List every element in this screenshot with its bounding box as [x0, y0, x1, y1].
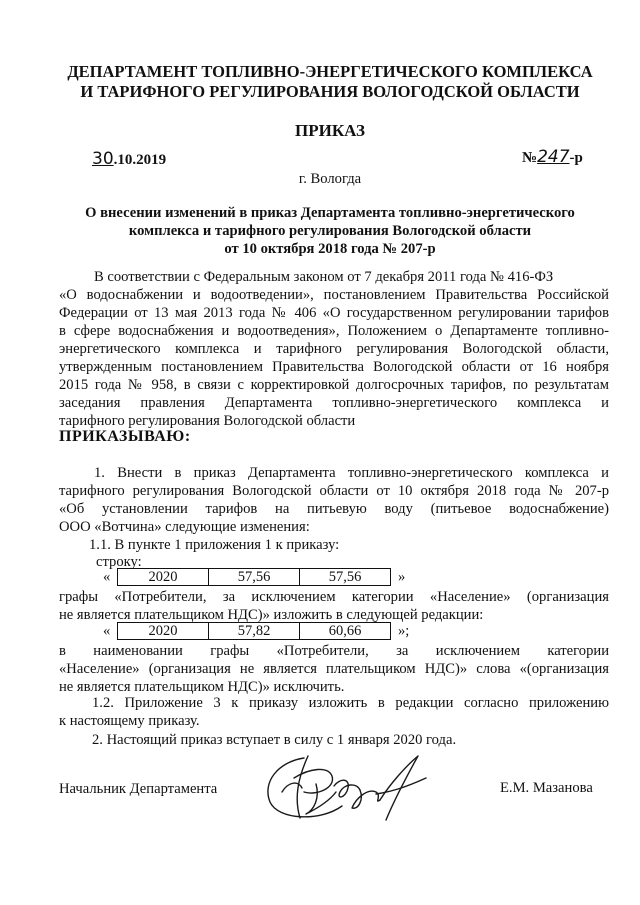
item1-line: «Об установлении тарифов на питьевую воду (питьевое водоснабжение)	[59, 501, 609, 517]
department-name	[40, 62, 620, 102]
preamble-line: заседания правления Департамента топливно-энергетического комплекса и	[59, 395, 609, 411]
signatory-name: Е.М. Мазанова	[500, 780, 593, 796]
naming-text-line: в наименовании графы «Потребители, за исключением категории	[59, 643, 609, 659]
preamble-line: Федерации от 13 мая 2013 года № 406 «О государственном регулировании тарифов	[59, 305, 609, 321]
row-new-open-quote: «	[103, 623, 111, 639]
row-new-value2: 60,66	[300, 623, 391, 640]
handwritten-signature	[258, 748, 438, 828]
graph-text-line: не является плательщиком НДС)» изложить в следующей редакции:	[59, 607, 484, 623]
item2: 2. Настоящий приказ вступает в силу с 1 января 2020 года.	[92, 732, 457, 748]
preamble-line: утвержденным постановлением Правительства Вологодской области от 16 ноября	[59, 359, 609, 375]
item1-2-line: 1.2. Приложение 3 к приказу изложить в редакции согласно приложению	[92, 695, 609, 711]
row-old-value1: 57,56	[209, 569, 300, 586]
row-new-year: 2020	[118, 623, 209, 640]
number-prefix: №	[522, 150, 538, 166]
city: г. Вологда	[298, 171, 362, 187]
preamble-line: тарифного регулирования Вологодской области	[59, 413, 356, 429]
naming-text-line: не является плательщиком НДС)» исключить.	[59, 679, 345, 695]
preamble-line: В соответствии с Федеральным законом от 7 декабря 2011 года № 416-ФЗ	[94, 269, 554, 285]
preamble-line: «О водоснабжении и водоотведении», постановлением Правительства Российской	[59, 287, 609, 303]
item1-line: 1. Внести в приказ Департамента топливно-энергетического комплекса и	[94, 465, 609, 481]
row-label: строку:	[96, 554, 142, 570]
item1-2-line: к настоящему приказу.	[59, 713, 200, 729]
row-old-value2: 57,56	[300, 569, 391, 586]
row-old-open-quote: «	[103, 569, 111, 585]
item1-line: тарифного регулирования Вологодской области от 10 октября 2018 года № 207-р	[59, 483, 609, 499]
order-subject	[40, 204, 620, 258]
row-new-close-quote: »;	[398, 623, 410, 639]
naming-text-line: «Население» (организация не является плательщиком НДС)» слова «(организация	[59, 661, 609, 677]
number-handwritten: 247	[537, 147, 570, 167]
row-old-table	[117, 568, 391, 586]
number-suffix: -р	[569, 150, 583, 166]
document-type: ПРИКАЗ	[295, 121, 365, 140]
subject-line3: от 10 октября 2018 года № 207-р	[224, 241, 436, 257]
item1-1: 1.1. В пункте 1 приложения 1 к приказу:	[89, 537, 340, 553]
preamble-line: в сфере водоснабжения и водоотведения», Положением о Департаменте топливно-	[59, 323, 609, 339]
department-name-line1: ДЕПАРТАМЕНТ ТОПЛИВНО-ЭНЕРГЕТИЧЕСКОГО КОМПЛЕКСА	[67, 62, 593, 81]
row-old-year: 2020	[118, 569, 209, 586]
row-old-close-quote: »	[398, 569, 406, 585]
preamble-line: энергетического комплекса и тарифного регулирования Вологодской области,	[59, 341, 609, 357]
date-rest: .10.2019	[113, 152, 167, 168]
graph-text-line: графы «Потребители, за исключением категории «Население» (организация	[59, 589, 609, 605]
row-new-table	[117, 622, 391, 640]
preamble-line: 2015 года № 958, в связи с корректировкой долгосрочных тарифов, по результатам	[59, 377, 609, 393]
date-day-handwritten: 30	[92, 149, 114, 169]
item1-line: ООО «Вотчина» следующие изменения:	[59, 519, 310, 535]
order-word: ПРИКАЗЫВАЮ:	[59, 428, 191, 445]
order-number	[522, 147, 583, 167]
department-name-line2: И ТАРИФНОГО РЕГУЛИРОВАНИЯ ВОЛОГОДСКОЙ ОБЛАСТИ	[80, 82, 580, 101]
subject-line2: комплекса и тарифного регулирования Вологодской области	[128, 223, 532, 239]
order-date	[92, 149, 166, 169]
subject-line1: О внесении изменений в приказ Департамента топливно-энергетического	[85, 205, 575, 221]
signatory-position: Начальник Департамента	[59, 781, 218, 797]
row-new-value1: 57,82	[209, 623, 300, 640]
